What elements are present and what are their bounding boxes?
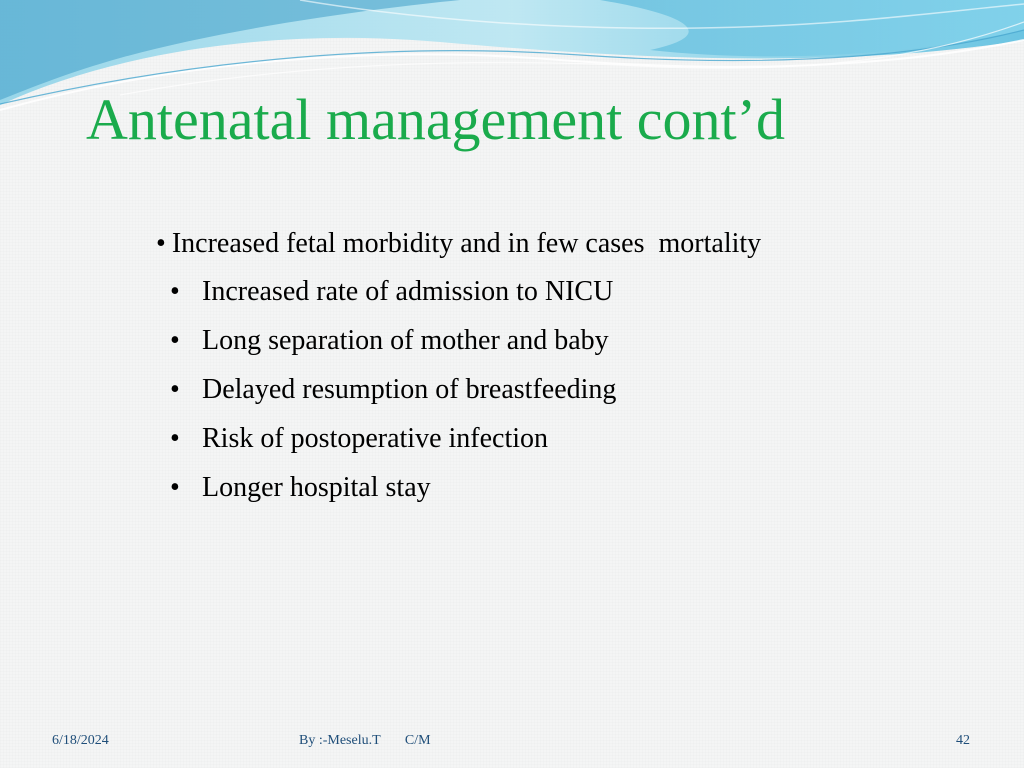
lead-bullet-text: Increased fetal morbidity and in few cases mortality [171,228,762,259]
bullet-glyph: • [170,325,180,356]
bullet-glyph: • [170,374,180,405]
slide-title: Antenatal management cont’d [86,87,785,152]
lead-bullet-glyph: • [156,228,166,259]
bullet-glyph: • [170,423,180,454]
list-item-text: Increased rate of admission to NICU [202,276,614,307]
list-item [170,372,936,421]
list-item-text: Long separation of mother and baby [202,325,609,356]
footer-author: By :-Meselu.T C/M [299,733,431,748]
list-item-text: Risk of postoperative infection [202,423,549,454]
list-item [170,421,936,470]
list-item [170,274,936,323]
footer-page-number: 42 [956,733,970,748]
footer-date: 6/18/2024 [52,733,109,748]
list-item-text: Delayed resumption of breastfeeding [202,374,617,405]
bullet-glyph: • [170,472,180,503]
bullet-glyph: • [170,276,180,307]
lead-bullet [156,226,936,262]
sub-bullet-list [170,274,936,519]
list-item [170,323,936,372]
list-item [170,470,936,519]
list-item-text: Longer hospital stay [202,472,431,503]
slide-body [156,226,936,519]
